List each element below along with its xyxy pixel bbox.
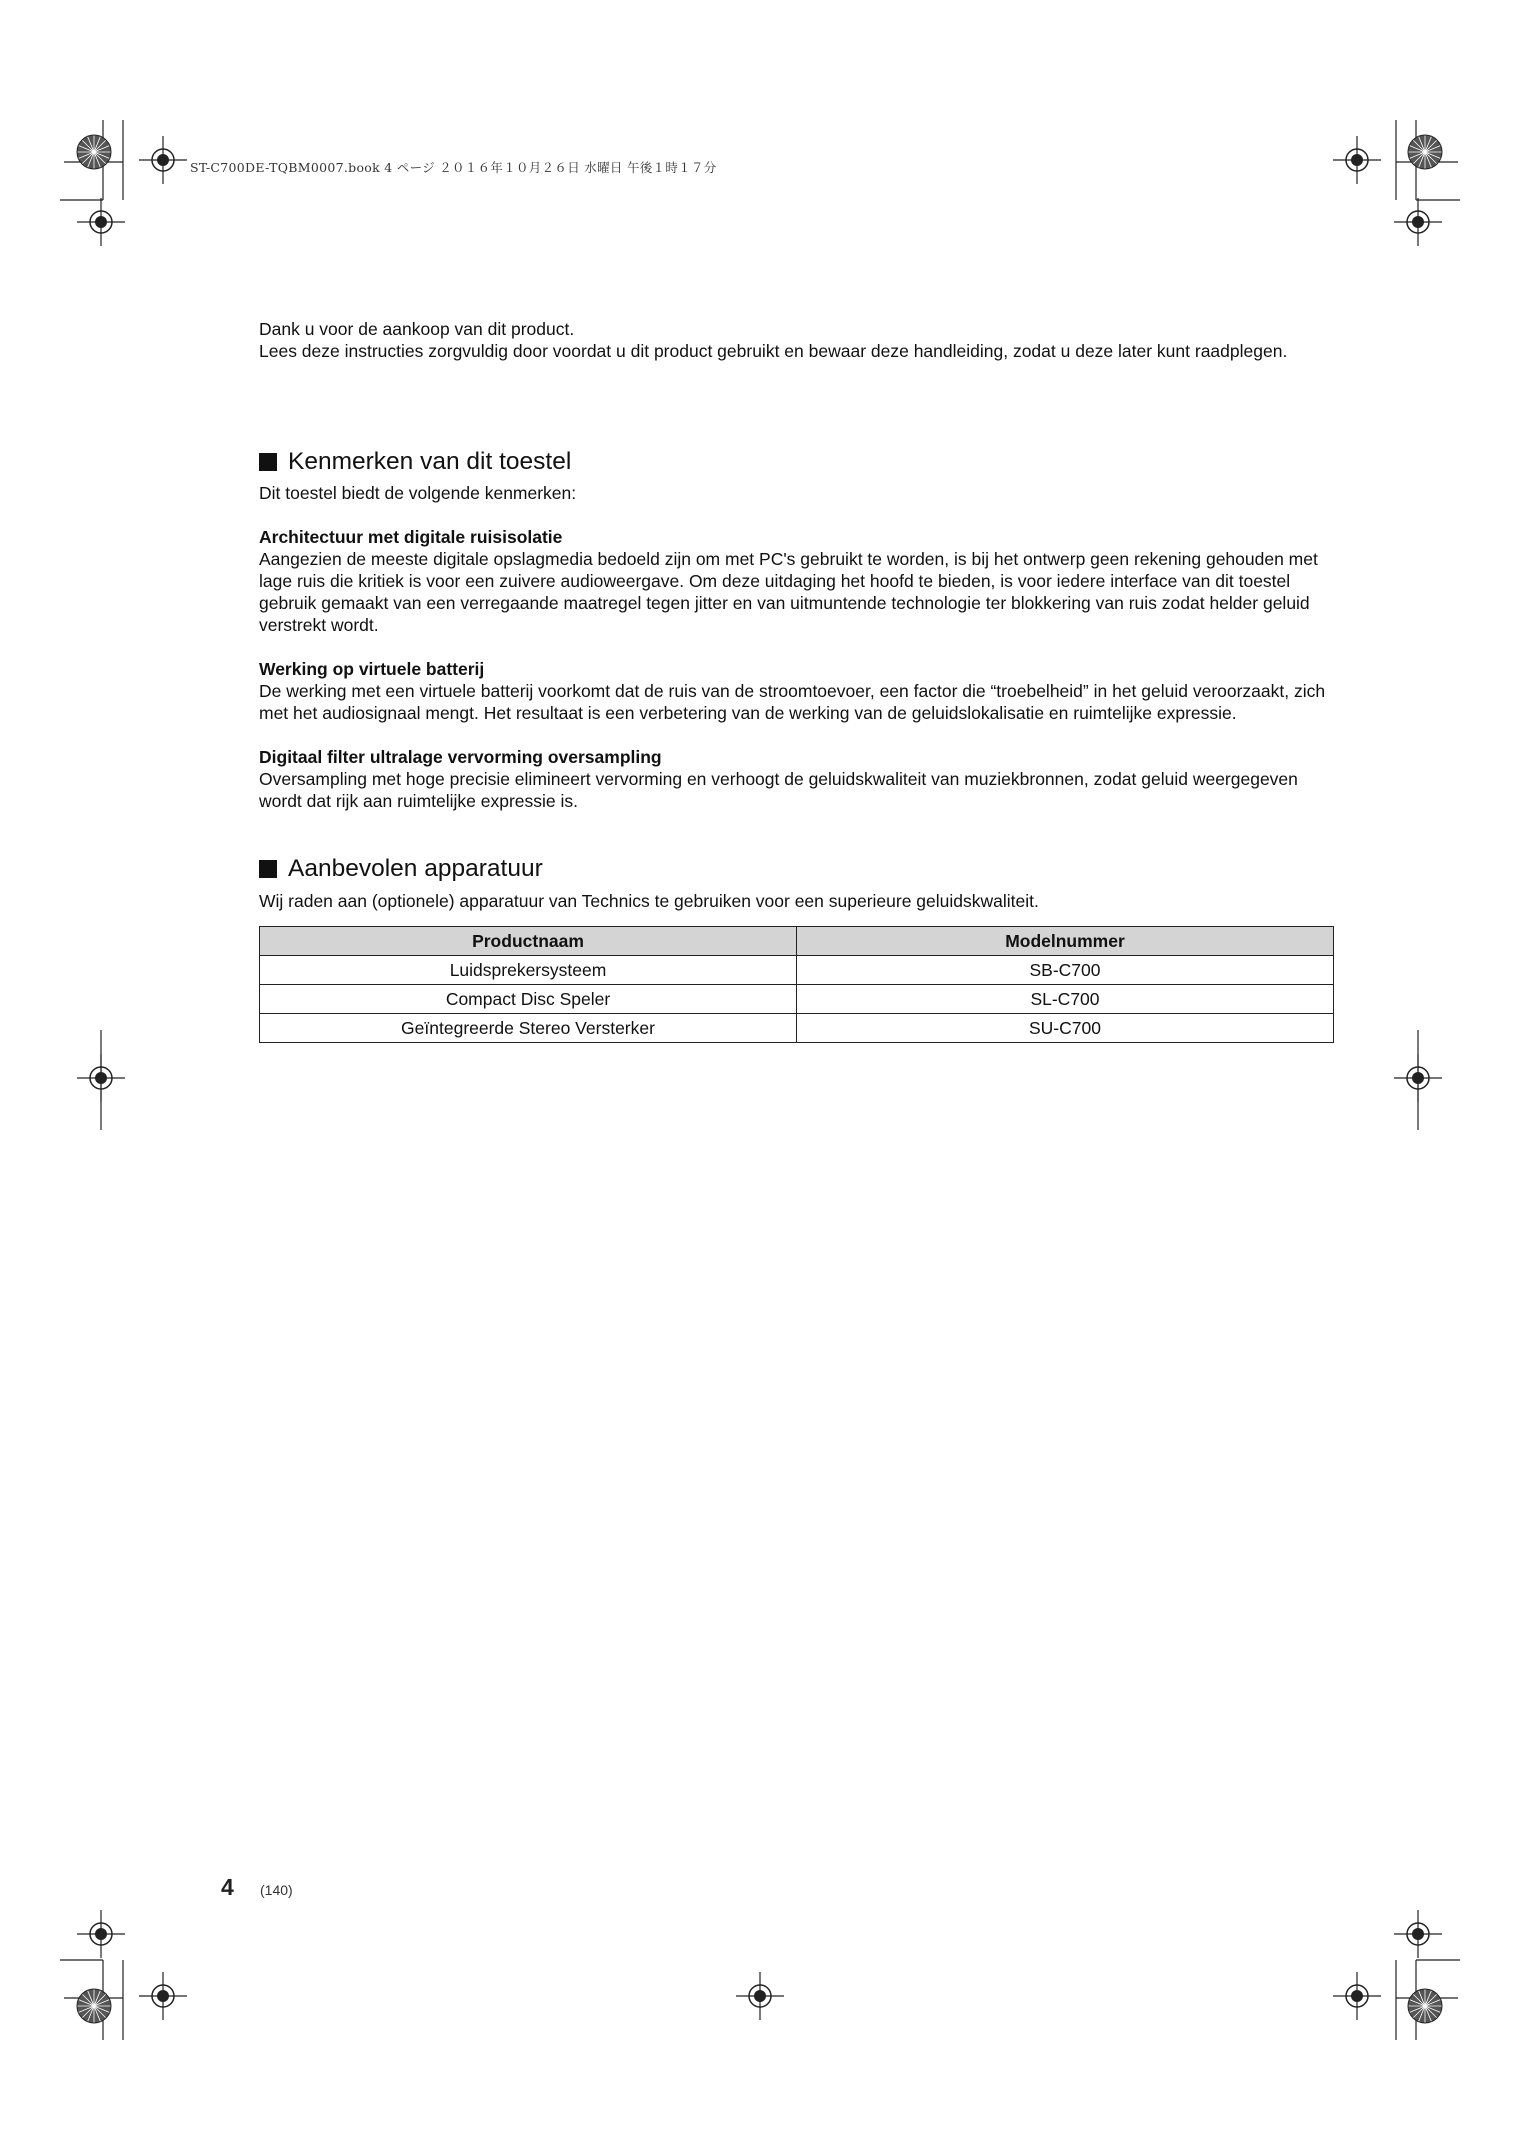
page-content (259, 318, 1334, 1043)
table-row (260, 985, 1334, 1014)
table-row (260, 1014, 1334, 1043)
intro-paragraph (259, 318, 1334, 362)
product-name-cell: Compact Disc Speler (260, 985, 797, 1014)
product-name-cell: Geïntegreerde Stereo Versterker (260, 1014, 797, 1043)
features-lead: Dit toestel biedt de volgende kenmerken: (259, 483, 577, 503)
model-number-cell: SL-C700 (797, 985, 1334, 1014)
feature-item (259, 658, 1334, 724)
table-header-row (260, 927, 1334, 956)
column-header-product: Productnaam (260, 927, 797, 956)
table-row (260, 956, 1334, 985)
features-heading (259, 447, 1334, 477)
black-square-bullet-icon (259, 860, 277, 878)
page-subnumber: (140) (260, 1882, 293, 1898)
feature-body: Oversampling met hoge precisie elimineert vervorming en verhoogt de geluidskwaliteit van muziekbronnen, zodat geluid weergegeven wordt dat rijk aan ruimtelijke expressie is. (259, 769, 1298, 811)
model-number-cell: SU-C700 (797, 1014, 1334, 1043)
feature-title: Architectuur met digitale ruisisolatie (259, 527, 563, 547)
feature-title: Digitaal filter ultralage vervorming oversampling (259, 747, 662, 767)
black-square-bullet-icon (259, 453, 277, 471)
features-heading-text: Kenmerken van dit toestel (288, 448, 572, 475)
product-name-cell: Luidsprekersysteem (260, 956, 797, 985)
equipment-lead: Wij raden aan (optionele) apparatuur van Technics te gebruiken voor een superieure geluidskwaliteit. (259, 891, 1039, 911)
model-number-cell: SB-C700 (797, 956, 1334, 985)
print-header-info: ST-C700DE-TQBM0007.book 4 ページ ２０１６年１０月２６日 水曜日 午後１時１７分 (190, 160, 717, 175)
equipment-table (259, 926, 1334, 1043)
equipment-heading (259, 854, 1334, 884)
feature-title: Werking op virtuele batterij (259, 659, 485, 679)
page-number: 4 (221, 1874, 234, 1900)
feature-item (259, 746, 1334, 812)
column-header-model: Modelnummer (797, 927, 1334, 956)
feature-body: Aangezien de meeste digitale opslagmedia bedoeld zijn om met PC's gebruikt te worden, is bij het ontwerp geen rekening gehouden met lage ruis die kritiek is voor een zuivere audioweergave. Om deze uitdaging het hoofd te bieden, is voor iedere interface van dit toestel gebruik gemaakt van een verregaande maatregel tegen jitter en van uitmuntende technologie ter blokkering van ruis zodat helder geluid verstrekt wordt. (259, 549, 1318, 635)
equipment-heading-text: Aanbevolen apparatuur (288, 855, 543, 882)
intro-line-1: Dank u voor de aankoop van dit product. (259, 319, 575, 339)
feature-item (259, 526, 1334, 636)
intro-line-2: Lees deze instructies zorgvuldig door voordat u dit product gebruikt en bewaar deze handleiding, zodat u deze later kunt raadplegen. (259, 341, 1288, 361)
feature-body: De werking met een virtuele batterij voorkomt dat de ruis van de stroomtoevoer, een factor die “troebelheid” in het geluid veroorzaakt, zich met het audiosignaal mengt. Het resultaat is een verbetering van de werking van de geluidslokalisatie en ruimtelijke expressie. (259, 681, 1326, 723)
